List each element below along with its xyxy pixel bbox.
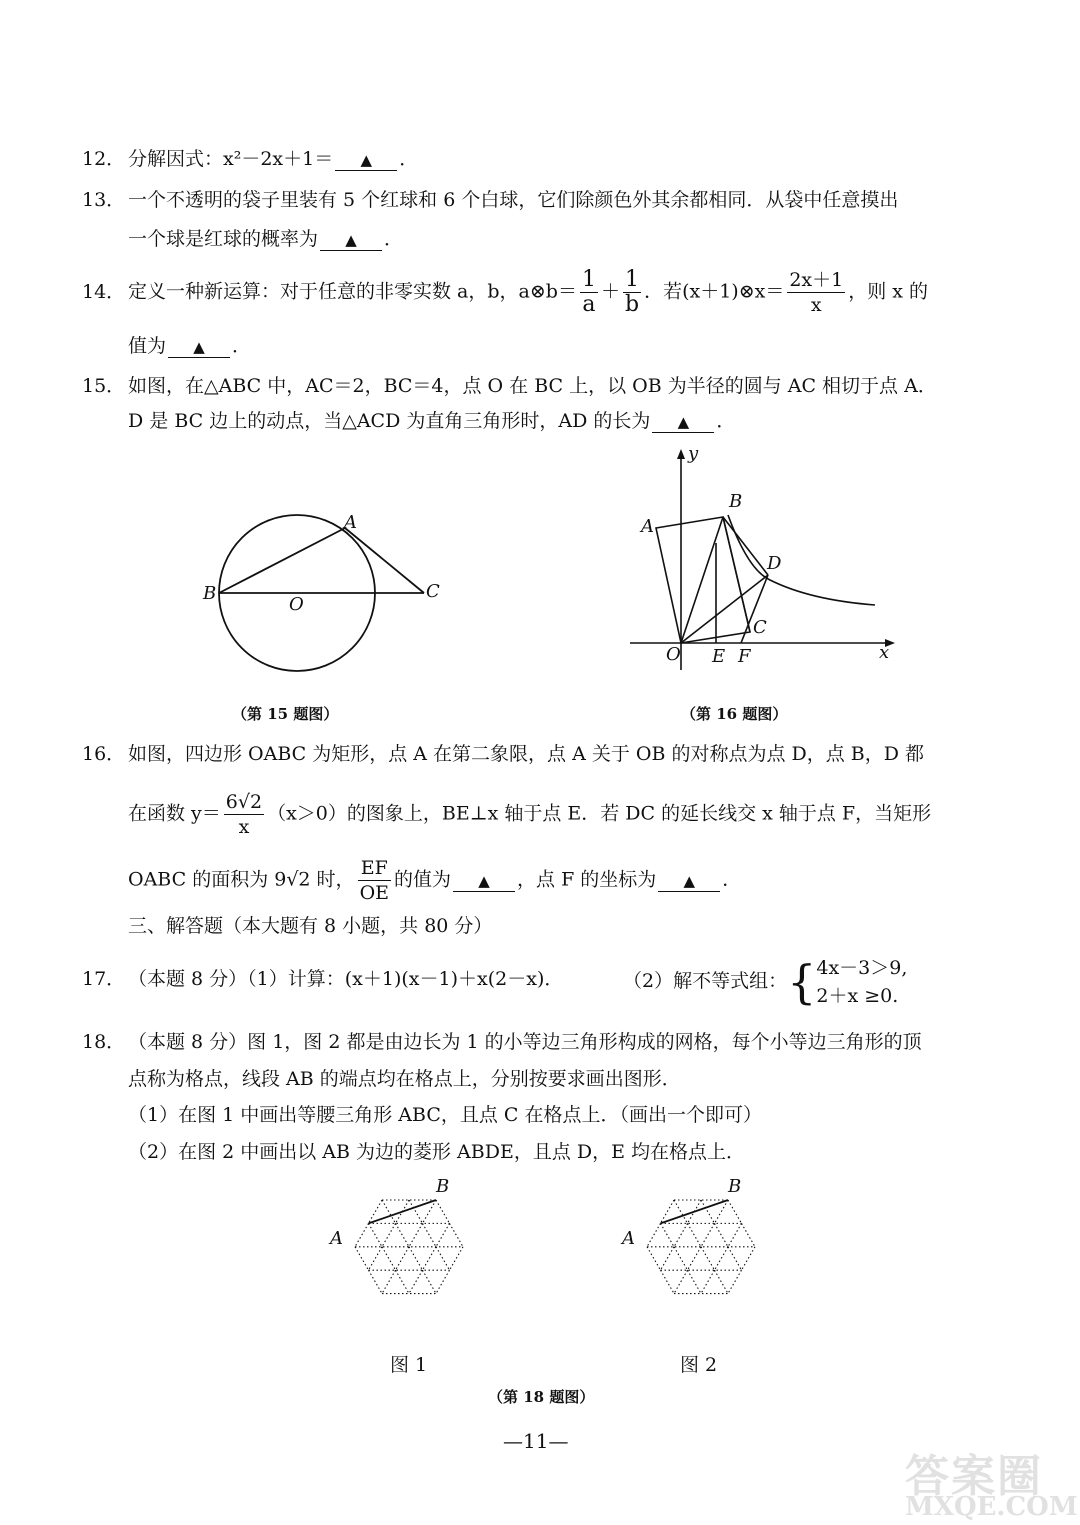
grid-line <box>715 1223 729 1246</box>
grid-line <box>355 1223 369 1246</box>
grid-line <box>647 1223 661 1246</box>
question-16: 16． 如图，四边形 OABC 为矩形，点 A 在第二象限，点 A 关于 OB 的对称点为点 D，点 B，D 都 <box>82 743 924 765</box>
grid-line <box>661 1270 675 1293</box>
grid-line <box>369 1223 383 1246</box>
grid-line <box>369 1247 383 1270</box>
grid-line <box>409 1200 423 1223</box>
segment-ba <box>219 528 345 593</box>
grid-line <box>715 1247 729 1270</box>
question-14-cont: 值为 ▲ ． <box>128 335 252 357</box>
question-14: 14． 定义一种新运算：对于任意的非零实数 a，b，a⊗b＝ $\frac{1}{a}$ ＋ $\frac{1}{b}$ ．若(x＋1)⊗x＝ $\frac{2x+1}{x}$ ，则 x 的 <box>82 267 929 317</box>
label-e: E <box>712 646 726 667</box>
segment-ab <box>369 1200 437 1223</box>
figure-1-label: 图 1 <box>390 1354 428 1376</box>
grid-line <box>728 1270 742 1293</box>
grid-line <box>409 1247 423 1270</box>
grid-line <box>436 1247 450 1270</box>
question-18-sub1: （1）在图 1 中画出等腰三角形 ABC，且点 C 在格点上．（画出一个即可） <box>128 1104 762 1126</box>
question-16-cont-1: 在函数 y＝ $\frac{6√2}{x}$ （x＞0）的图象上，BE⊥x 轴于点 E．若 DC 的延长线交 x 轴于点 F，当矩形 <box>128 791 932 838</box>
y-axis-arrow <box>677 449 685 459</box>
label-d: D <box>767 553 782 574</box>
grid-line <box>396 1247 410 1270</box>
question-18-cont: 点称为格点，线段 AB 的端点均在格点上，分别按要求画出图形． <box>128 1068 681 1090</box>
figure-18-caption: （第 18 题图） <box>488 1388 595 1406</box>
label-o: O <box>289 594 304 615</box>
question-17-part2: （2）解不等式组：{ 4x－3＞9, 2＋x ≥0. <box>623 955 908 1009</box>
label-a: A <box>622 1228 635 1249</box>
label-c: C <box>753 617 767 638</box>
grid-line <box>742 1247 756 1270</box>
grid-line <box>674 1270 688 1293</box>
grid-line <box>450 1247 464 1270</box>
label-o: O <box>666 644 681 665</box>
label-f: F <box>738 646 751 667</box>
grid-line <box>701 1270 715 1293</box>
grid-line <box>369 1270 383 1293</box>
label-b: B <box>436 1176 450 1197</box>
question-15: 15． 如图，在△ABC 中，AC＝2，BC＝4，点 O 在 BC 上，以 OB 为半径的圆与 AC 相切于点 A． <box>82 375 937 397</box>
grid-line <box>701 1247 715 1270</box>
question-13-cont: 一个球是红球的概率为 ▲ ． <box>128 228 404 250</box>
label-b: B <box>203 583 217 604</box>
grid-line <box>701 1200 715 1223</box>
grid-line <box>674 1247 688 1270</box>
inequality-system: 4x－3＞9, 2＋x ≥0. <box>816 957 908 1007</box>
label-b: B <box>729 491 743 512</box>
question-18: 18． （本题 8 分）图 1，图 2 都是由边长为 1 的小等边三角形构成的网格，每个小等边三角形的顶 <box>82 1031 922 1053</box>
grid-line <box>396 1270 410 1293</box>
grid-line <box>436 1270 450 1293</box>
question-12: 12． 分解因式：x²－2x＋1＝ ▲ ． <box>82 148 419 170</box>
grid-line <box>423 1223 437 1246</box>
answer-blank: ▲ <box>320 230 382 251</box>
hyperbola <box>728 515 875 605</box>
grid-line <box>423 1247 437 1270</box>
figure-15-caption: （第 15 题图） <box>232 705 339 723</box>
answer-blank: ▲ <box>652 412 714 433</box>
fraction: $\frac{2x+1}{x}$ <box>789 269 844 316</box>
answer-blank: ▲ <box>453 871 515 892</box>
answer-blank: ▲ <box>168 337 230 358</box>
figure-16-caption: （第 16 题图） <box>681 705 788 723</box>
segment-ac <box>345 528 424 593</box>
grid-line <box>423 1270 437 1293</box>
grid-line <box>688 1270 702 1293</box>
grid-line <box>728 1200 742 1223</box>
fraction: $\frac{1}{a}$ <box>581 267 596 317</box>
grid-line <box>382 1200 396 1223</box>
grid-line <box>382 1270 396 1293</box>
question-18-sub2: （2）在图 2 中画出以 AB 为边的菱形 ABDE，且点 D，E 均在格点上． <box>128 1141 746 1163</box>
grid-line <box>715 1270 729 1293</box>
question-17: 17． （本题 8 分）（1）计算：(x＋1)(x－1)＋x(2－x)． <box>82 968 564 990</box>
grid-line <box>450 1223 464 1246</box>
section-heading: 三、解答题（本大题有 8 小题，共 80 分） <box>128 915 493 937</box>
figure-18-grid-2 <box>612 1190 797 1365</box>
grid-line <box>688 1223 702 1246</box>
answer-blank: ▲ <box>658 871 720 892</box>
grid-line <box>647 1247 661 1270</box>
watermark-logo: 答案圈 <box>905 1451 1043 1502</box>
grid-line <box>409 1223 423 1246</box>
grid-line <box>742 1223 756 1246</box>
question-16-cont-2: OABC 的面积为 9√2 时， $\frac{EF}{OE}$ 的值为 ▲ ，点 F 的坐标为 ▲ ． <box>128 857 742 904</box>
grid-line <box>382 1247 396 1270</box>
grid-line <box>674 1223 688 1246</box>
fraction: $\frac{6√2}{x}$ <box>225 791 263 838</box>
fraction: $\frac{1}{b}$ <box>624 267 640 317</box>
question-15-cont: D 是 BC 边上的动点，当△ACD 为直角三角形时，AD 的长为 ▲ ． <box>128 410 736 432</box>
segment-ab <box>661 1200 729 1223</box>
grid-line <box>661 1247 675 1270</box>
grid-line <box>436 1223 450 1246</box>
grid-line <box>728 1223 742 1246</box>
figure-16 <box>620 445 900 675</box>
grid-line <box>701 1223 715 1246</box>
grid-line <box>409 1270 423 1293</box>
label-b: B <box>728 1176 742 1197</box>
grid-line <box>661 1223 675 1246</box>
question-13: 13． 一个不透明的袋子里装有 5 个红球和 6 个白球，它们除颜色外其余都相同．从袋中任意摸出 <box>82 189 899 211</box>
grid-line <box>436 1200 450 1223</box>
grid-line <box>396 1223 410 1246</box>
watermark-url: MXQE.COM <box>905 1492 1078 1522</box>
grid-line <box>728 1247 742 1270</box>
figure-2-label: 图 2 <box>680 1354 718 1376</box>
label-x: x <box>879 642 890 663</box>
label-a: A <box>330 1228 343 1249</box>
grid-line <box>355 1247 369 1270</box>
fraction: $\frac{EF}{OE}$ <box>359 857 390 904</box>
label-a: A <box>641 516 654 537</box>
brace: { <box>787 955 817 1009</box>
label-c: C <box>426 581 440 602</box>
answer-blank: ▲ <box>335 150 397 171</box>
grid-line <box>382 1223 396 1246</box>
figure-18-grid-1 <box>320 1190 505 1365</box>
grid-line <box>688 1247 702 1270</box>
page-number: —11— <box>503 1429 569 1453</box>
grid-line <box>674 1200 688 1223</box>
label-y: y <box>688 443 699 464</box>
label-a: A <box>344 512 357 533</box>
